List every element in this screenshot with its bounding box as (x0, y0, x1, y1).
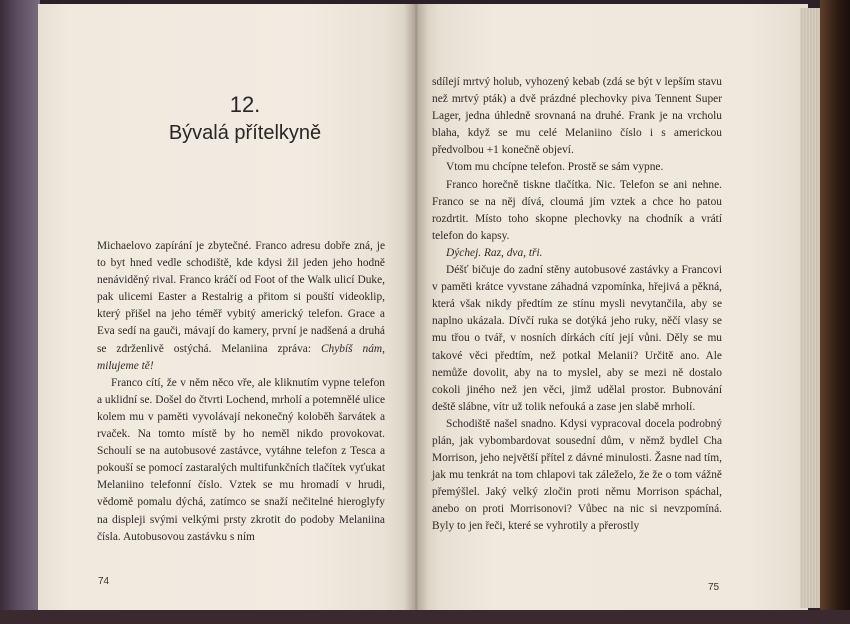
paragraph-text: Déšť bičuje do zadní stěny autobusové zastávky a Francovi v paměti krátce vyvstane záhadná vzpomínka, hřejivá a pěkná, která však nikdy předtím ze stínu mysli nevytančila, aby se naplno ukázala. Dívčí ruka se dotýká jeho ruky, něčí vlasy se mu třou o tvář, v nosních dírkách cítí její vůni. Děly se mu takové věci předtím, než potkal Melanii? Určitě ano. Ale nemůže dovolit, aby na to myslel, aby se mezi ně dostalo cokoli jiného než jen věci, jimž udělal prostor. Bubnování deště slábne, vítr už tolik nefouká a zase jen slabě mrholí. (432, 264, 722, 413)
paragraph-text: Franco horečně tiskne tlačítka. Nic. Telefon se ani nehne. Franco se na něj dívá, cloumá jím vztek a chce ho patou rozdrtit. Místo toho skopne plechovky na chodník a vrátí telefon do kapsy. (432, 178, 722, 242)
paragraph-text: Michaelovo zapírání je zbytečné. Franco adresu dobře zná, je to byt hned vedle schodiště, kde kdysi žil jeden jeho hodně nenáviděný rival. Franco kráčí od Foot of the Walk ulicí Duke, pak ulicemi Easter a Restalrig a přitom si pouští videoklip, který přišel na jeho téměř vybitý americký telefon. Grace a Eva sedí na gauči, mávají do kamery, první je nadšená a druhá se zdrženlivě ostýchá. Melaniina zpráva: (97, 240, 385, 355)
chapter-number: 12. (229, 92, 261, 117)
paragraph-italic: Dýchej. Raz, dva, tři. (446, 246, 543, 259)
page-number-right: 75 (708, 582, 720, 593)
right-page-text (432, 74, 722, 536)
paragraph (432, 416, 722, 536)
page-edges (800, 8, 820, 608)
paragraph-text: sdílejí mrtvý holub, vyhozený kebab (zdá se být v lepším stavu než mrtvý pták) a dvě prázdné plechovky piva Tennent Super Lager, jedna úhledně srovnaná na druhé. Frank je na vrcholu blaha, když se mu celé Melaniino číslo i s americkou předvolbou +1 konečně objeví. (432, 76, 722, 157)
paragraph (432, 262, 722, 416)
paragraph-text: Vtom mu chcípne telefon. Prostě se sám vypne. (446, 161, 664, 174)
paragraph (432, 74, 722, 159)
paragraph-italic: Chybíš nám, milujeme tě! (97, 342, 385, 372)
background-bottom (0, 610, 850, 624)
paragraph (432, 177, 722, 245)
book-gutter (404, 4, 428, 610)
page-number-left: 74 (98, 576, 110, 587)
paragraph (97, 238, 385, 375)
paragraph (432, 159, 722, 176)
paragraph (432, 245, 722, 262)
paragraph (97, 375, 385, 546)
paragraph-text: Franco cítí, že v něm něco vře, ale kliknutím vypne telefon a uklidní se. Došel do čtvrti Lochend, mrholí a potemnělé ulice kolem mu v paměti vyvolávají nekonečný koloběh šarvátek a rvaček. Na tomto místě by ho neměl nikdo provokovat. Schoulí se na autobusové zastávce, vytáhne telefon z Tesca a pokouší se pomocí zastaralých multifunkčních tlačítek vyťukat Melaniino telefonní číslo. Vztek se mu hromadí v hrudi, vědomě pomalu dýchá, zatímco se snaží nečitelné hieroglyfy na displeji svými velkými prsty zkrotit do podoby Melaniina čísla. Autobusovou zastávku s ním (97, 376, 385, 543)
background-right (820, 0, 850, 624)
chapter-title: Bývalá přítelkyně (168, 122, 322, 144)
paragraph-text: Schodiště našel snadno. Kdysi vypracoval docela podrobný plán, jak vybombardovat sousední dům, v němž bydlel Cha Morrison, jeho největší přítel z dávné minulosti. Žasne nad tím, jak mu tenkrát na tom chlapovi tak záleželo, že že o tom vážně přemýšlel. Jaký velký zločin proti němu Morrison spáchal, anebo on proti Morrisonovi? Vůbec na nic si nevzpomíná. Byly to jen řeči, které se vyhrotily a přerostly (432, 417, 722, 533)
left-page-text (97, 238, 385, 546)
background-left (0, 0, 40, 624)
